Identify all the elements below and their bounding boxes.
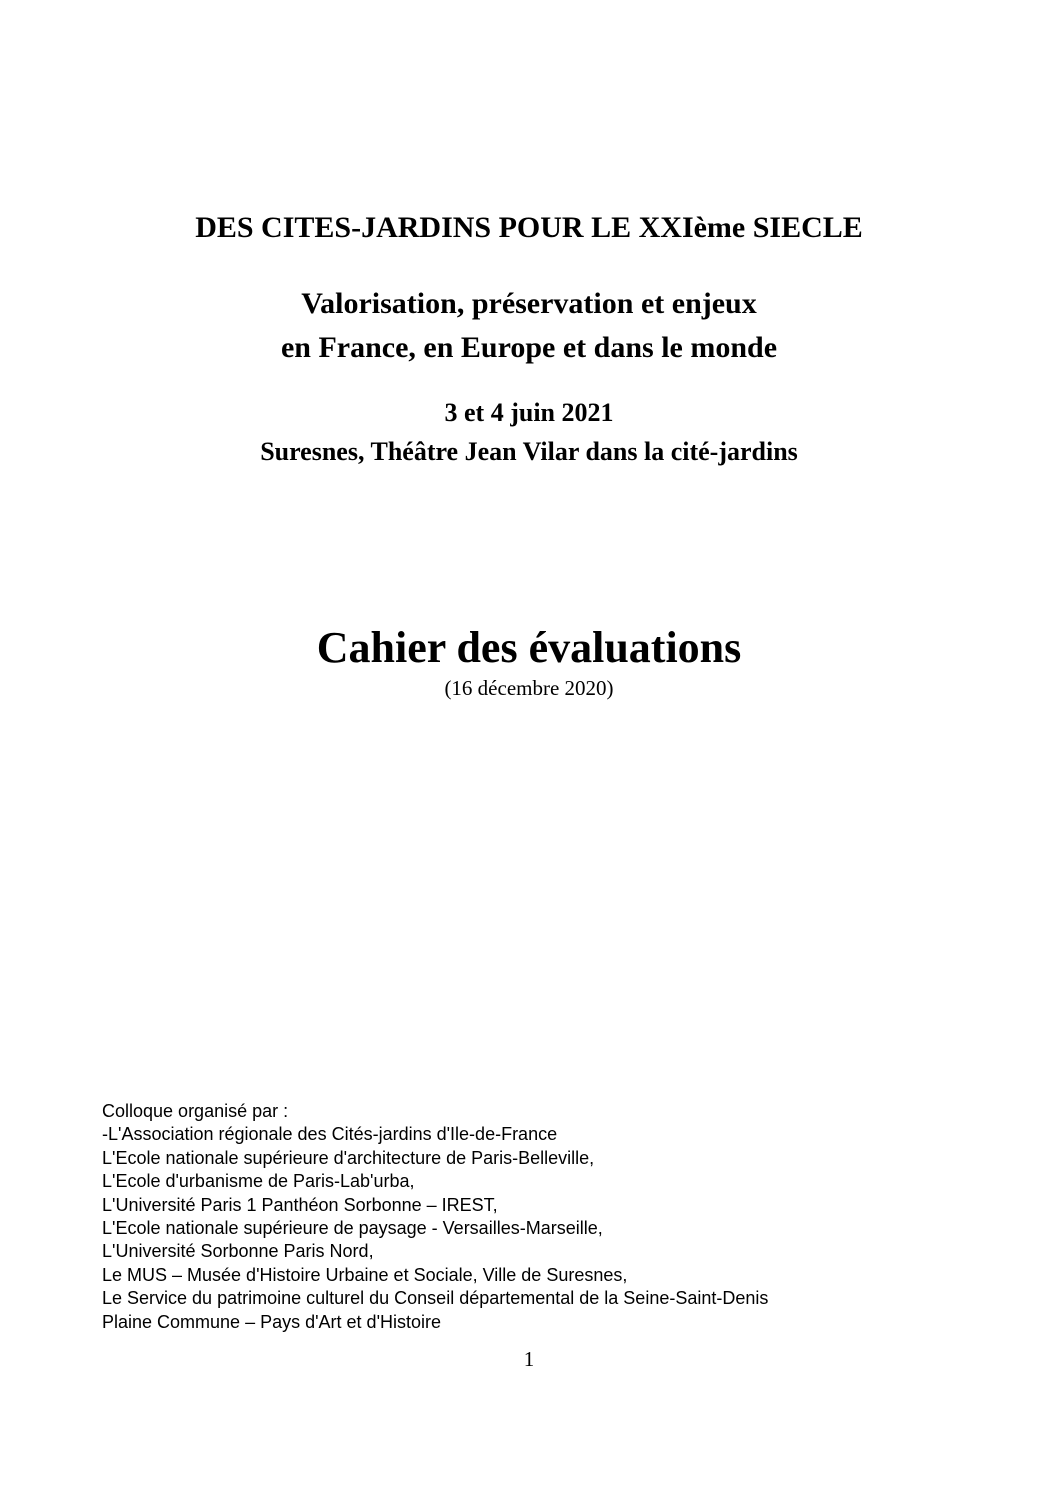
conference-venue: Suresnes, Théâtre Jean Vilar dans la cité-jardins: [260, 437, 798, 466]
organizers-intro: Colloque organisé par :: [102, 1101, 289, 1121]
organizer-item: Plaine Commune – Pays d'Art et d'Histoire: [102, 1311, 442, 1332]
document-title: Cahier des évaluations: [316, 623, 742, 672]
conference-subtitle-line-1: Valorisation, préservation et enjeux: [301, 287, 757, 320]
organizer-item: Le MUS – Musée d'Histoire Urbaine et Sociale, Ville de Suresnes,: [102, 1264, 628, 1285]
organizer-item: Le Service du patrimoine culturel du Conseil départemental de la Seine-Saint-Denis: [102, 1288, 769, 1309]
organizer-item: L'Ecole nationale supérieure d'architecture de Paris-Belleville,: [102, 1147, 595, 1168]
conference-title: DES CITES-JARDINS POUR LE XXIème SIECLE: [195, 211, 863, 244]
organizer-item: L'Ecole nationale supérieure de paysage - Versailles-Marseille,: [102, 1218, 603, 1239]
organizer-item: L'Université Paris 1 Panthéon Sorbonne – IREST,: [102, 1194, 498, 1215]
organizer-item: -L'Association régionale des Cités-jardins d'Ile-de-France: [102, 1124, 558, 1145]
organizer-item: L'Ecole d'urbanisme de Paris-Lab'urba,: [102, 1171, 415, 1192]
organizer-item: L'Université Sorbonne Paris Nord,: [102, 1241, 374, 1262]
conference-subtitle-line-2: en France, en Europe et dans le monde: [280, 331, 778, 364]
page-number: 1: [523, 1347, 535, 1371]
organizers-list: [102, 1100, 768, 1334]
conference-date: 3 et 4 juin 2021: [444, 398, 614, 427]
document-date: (16 décembre 2020): [444, 676, 614, 700]
